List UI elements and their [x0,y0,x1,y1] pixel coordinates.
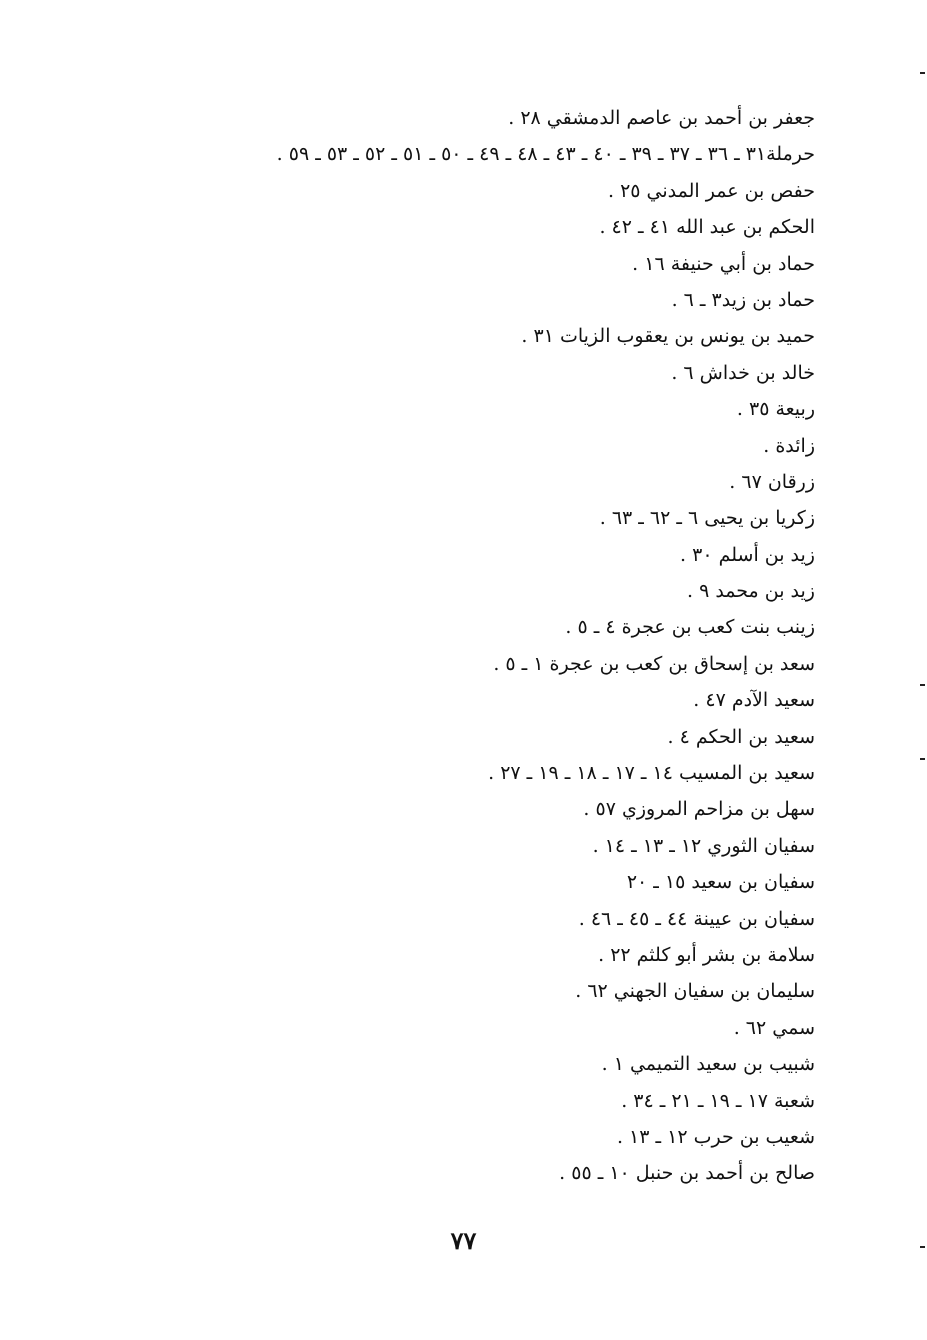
index-entry: سعيد الآدم ٤٧ . [693,689,815,712]
index-entry: سفيان بن عيينة ٤٤ ـ ٤٥ ـ ٤٦ . [578,907,815,930]
index-entry: صالح بن أحمد بن حنبل ١٠ ـ ٥٥ . [559,1162,815,1185]
index-entry: سليمان بن سفيان الجهني ٦٢ . [575,980,815,1003]
scan-edge-mark [920,1246,925,1248]
index-entry: زيد بن أسلم ٣٠ . [680,543,815,566]
index-entry: سهل بن مزاحم المروزي ٥٧ . [583,798,815,821]
page-number: ٧٧ [450,1226,477,1255]
index-entry: جعفر بن أحمد بن عاصم الدمشقي ٢٨ . [508,107,815,129]
index-entry: خالد بن خداش ٦ . [671,361,815,384]
index-entry: حماد بن أبي حنيفة ١٦ . [632,252,815,275]
index-entry: حماد بن زيد٣ ـ ٦ . [671,288,815,311]
index-entry: سعيد بن الحكم ٤ . [667,725,815,748]
index-entry: سفيان الثوري ١٢ ـ ١٣ ـ ١٤ . [592,834,815,857]
index-entry: سعد بن إسحاق بن كعب بن عجرة ١ ـ ٥ . [493,652,815,675]
index-entry: شعيب بن حرب ١٢ ـ ١٣ . [616,1125,815,1148]
index-entry: شبيب بن سعيد التميمي ١ . [601,1053,815,1076]
name-index-list [175,100,815,1192]
index-entry: سلامة بن بشر أبو كلثم ٢٢ . [598,943,815,966]
index-entry: زيد بن محمد ٩ . [686,580,815,603]
index-entry: زينب بنت كعب بن عجرة ٤ ـ ٥ . [565,616,815,639]
index-entry: سفيان بن سعيد ١٥ ـ ٢٠ [626,871,815,894]
index-entry: ربيعة ٣٥ . [736,398,815,421]
index-entry: زكريا بن يحيى ٦ ـ ٦٢ ـ ٦٣ . [599,507,815,530]
index-entry: زرقان ٦٧ . [729,470,815,493]
index-entry: زائدة . [763,434,815,457]
index-entry: سعيد بن المسيب ١٤ ـ ١٧ ـ ١٨ ـ ١٩ ـ ٢٧ . [488,762,815,785]
index-entry: شعبة ١٧ ـ ١٩ ـ ٢١ ـ ٣٤ . [621,1089,815,1112]
index-entry: حميد بن يونس بن يعقوب الزيات ٣١ . [521,325,815,348]
index-entry: سمي ٦٢ . [733,1016,815,1039]
scan-edge-mark [920,684,925,686]
index-entry: الحكم بن عبد الله ٤١ ـ ٤٢ . [599,216,815,239]
scan-edge-mark [920,758,925,760]
index-entry: حرملة٣١ ـ ٣٦ ـ ٣٧ ـ ٣٩ ـ ٤٠ ـ ٤٣ ـ ٤٨ ـ ٤٩ ـ ٥٠ ـ ٥١ ـ ٥٢ ـ ٥٣ ـ ٥٩ . [276,143,815,166]
index-entry: حفص بن عمر المدني ٢٥ . [607,179,815,202]
scan-edge-mark [920,72,925,74]
